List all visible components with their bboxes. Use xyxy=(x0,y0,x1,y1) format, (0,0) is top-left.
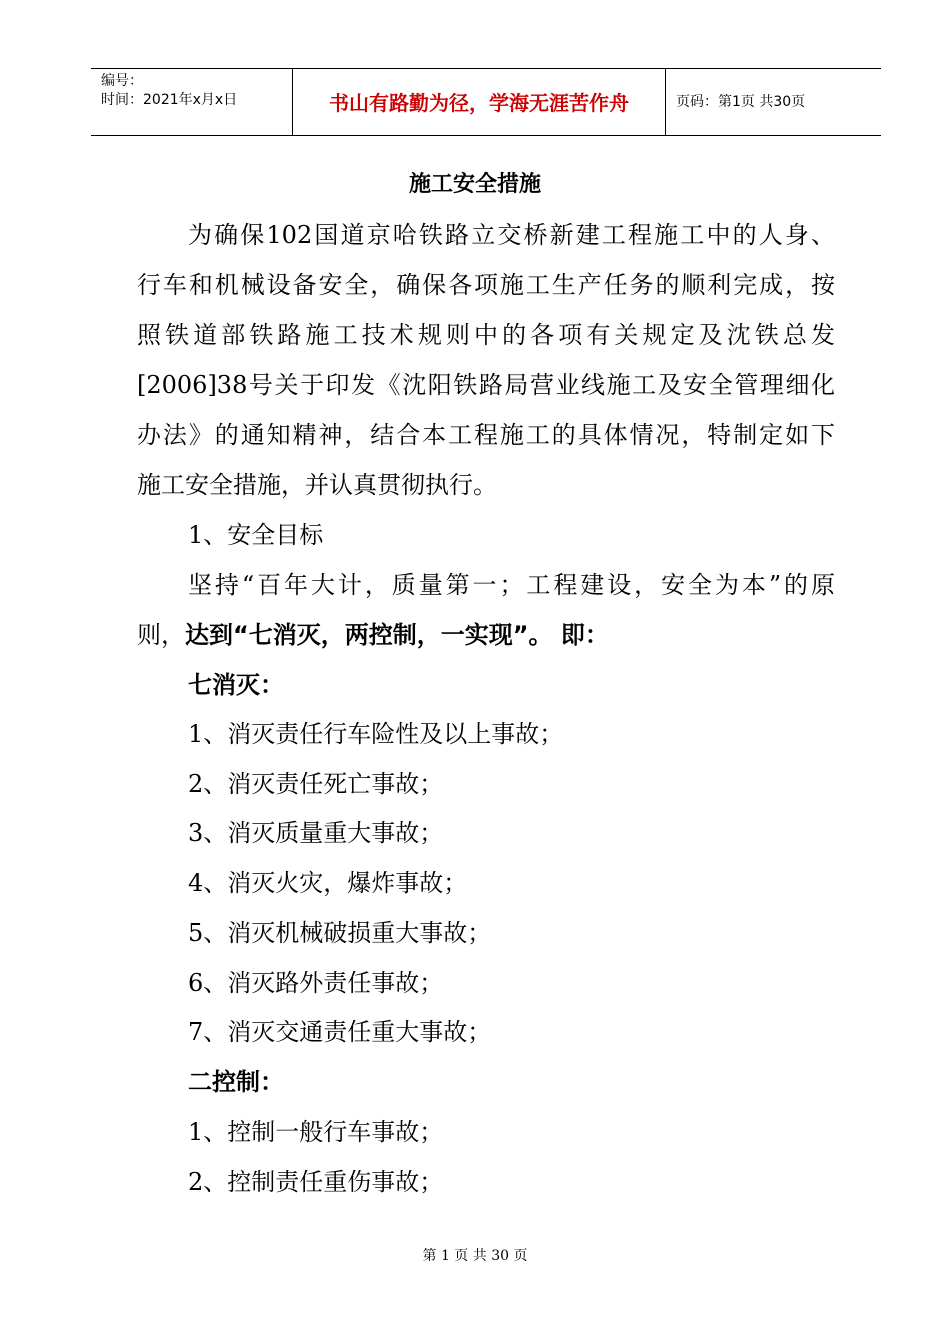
seven-item: 5、消灭机械破损重大事故； xyxy=(188,919,492,947)
seven-eliminations-heading: 七消灭： xyxy=(188,671,284,699)
document-header xyxy=(91,68,881,136)
intro-line-3: 照铁道部铁路施工技术规则中的各项有关规定及沈铁总发 xyxy=(137,321,835,349)
two-item: 1、控制一般行车事故； xyxy=(188,1118,444,1146)
goal-line-1: 坚持“百年大计，质量第一；工程建设，安全为本”的原 xyxy=(188,571,835,599)
seven-item: 4、消灭火灾，爆炸事故； xyxy=(188,869,468,897)
header-motto-cell xyxy=(293,69,666,135)
seven-item: 7、消灭交通责任重大事故； xyxy=(188,1018,492,1046)
goal-line-2 xyxy=(137,619,609,651)
document-time: 时间：2021年x月x日 xyxy=(101,92,238,108)
goal-line-2-emphasis: 达到“七消灭，两控制，一实现”。 即： xyxy=(185,621,609,649)
header-meta-cell xyxy=(91,69,293,135)
seven-item: 1、消灭责任行车险性及以上事故； xyxy=(188,720,564,748)
two-item: 2、控制责任重伤事故； xyxy=(188,1168,444,1196)
document-title: 施工安全措施 xyxy=(408,172,541,197)
section-heading-safety-goal: 1、安全目标 xyxy=(188,521,324,549)
goal-line-2-prefix: 则， xyxy=(137,621,185,649)
intro-line-1: 为确保102国道京哈铁路立交桥新建工程施工中的人身、 xyxy=(188,221,835,249)
intro-line-5: 办法》的通知精神，结合本工程施工的具体情况，特制定如下 xyxy=(137,421,835,449)
header-page-info: 页码：第1页 共30页 xyxy=(676,94,806,110)
document-number-label: 编号： xyxy=(101,73,143,89)
page-footer: 第 1 页 共 30 页 xyxy=(422,1248,528,1264)
seven-item: 6、消灭路外责任事故； xyxy=(188,969,444,997)
intro-line-6: 施工安全措施，并认真贯彻执行。 xyxy=(137,471,497,499)
seven-item: 2、消灭责任死亡事故； xyxy=(188,770,444,798)
two-controls-heading: 二控制： xyxy=(188,1068,284,1096)
seven-item: 3、消灭质量重大事故； xyxy=(188,819,444,847)
header-motto: 书山有路勤为径，学海无涯苦作舟 xyxy=(329,91,629,115)
intro-line-4: [2006]38号关于印发《沈阳铁路局营业线施工及安全管理细化 xyxy=(137,371,835,399)
header-page-cell xyxy=(666,69,881,135)
intro-line-2: 行车和机械设备安全，确保各项施工生产任务的顺利完成，按 xyxy=(137,271,835,299)
